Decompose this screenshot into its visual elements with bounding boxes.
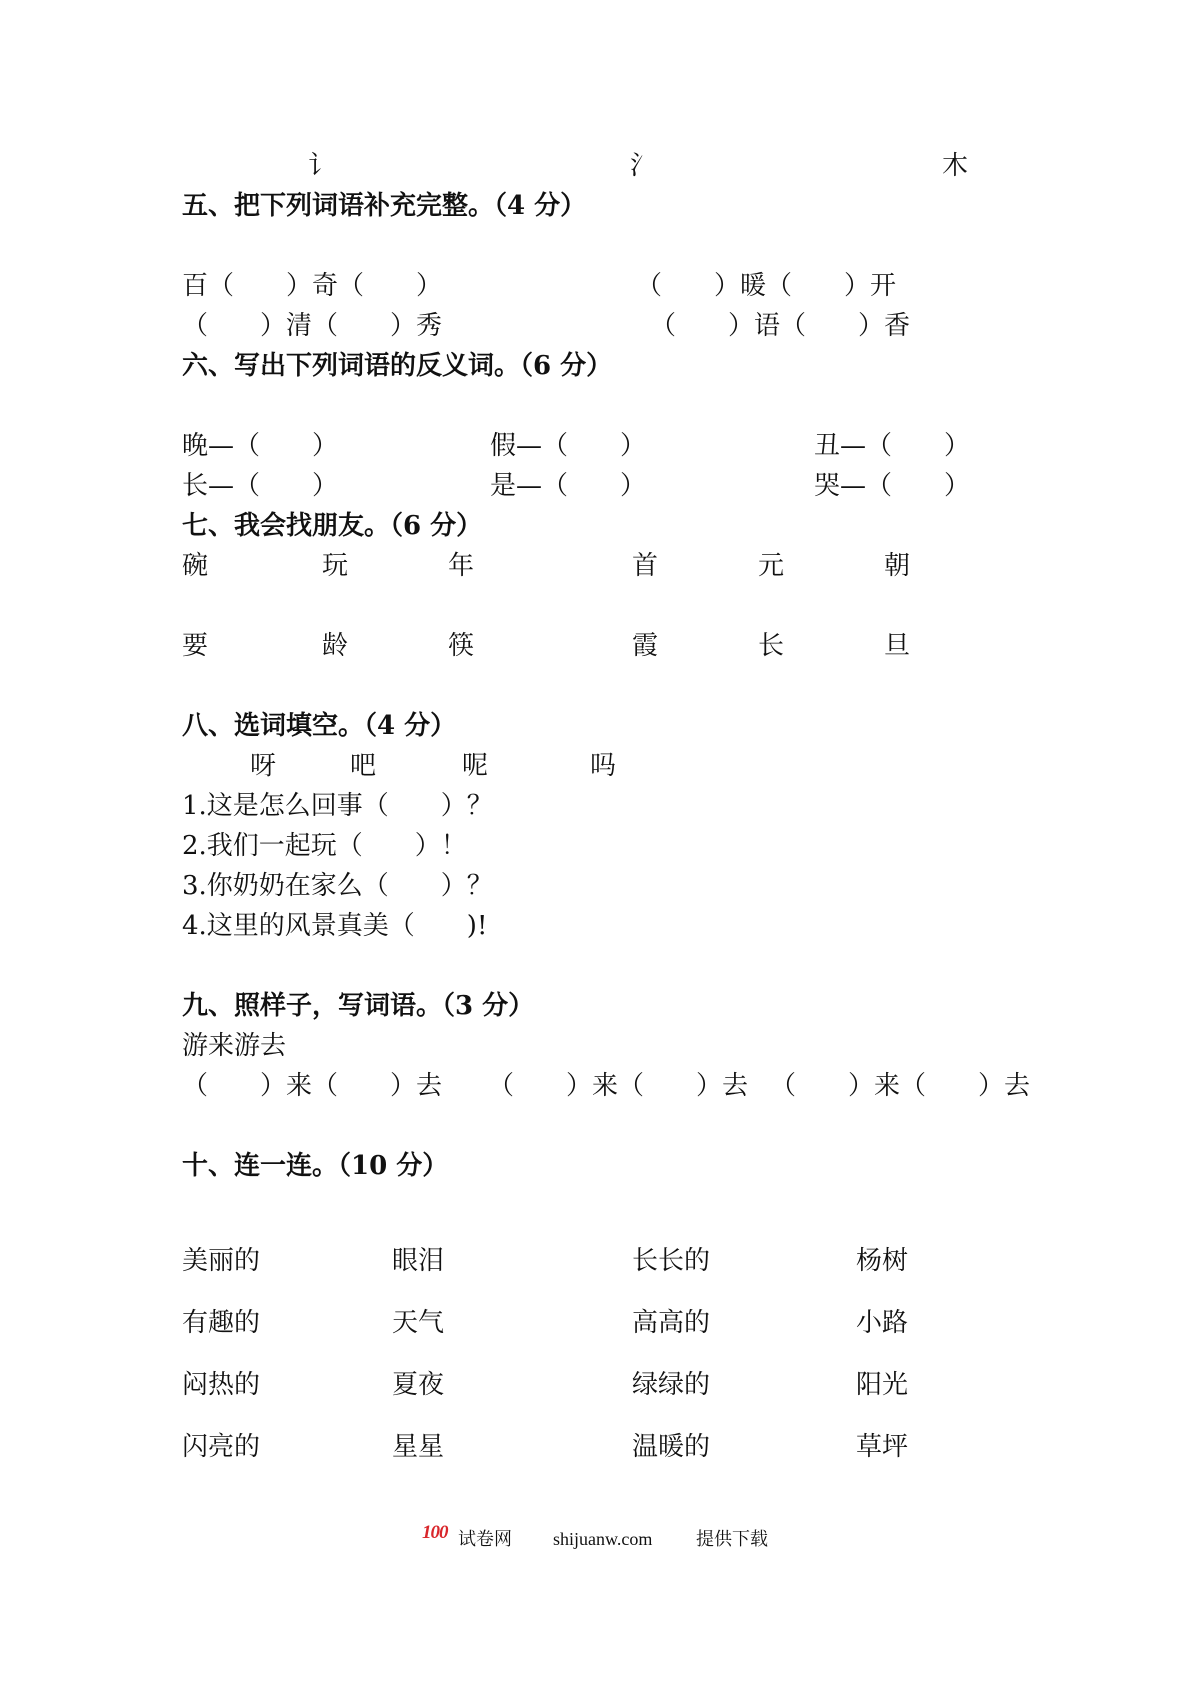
connect-word: 夏夜: [392, 1370, 445, 1400]
section5-title: 五、把下列词语补充完整。（4 分）: [182, 191, 587, 221]
connect-word: 长长的: [632, 1246, 711, 1276]
connect-word: 眼泪: [392, 1246, 445, 1276]
radical-mu: 木: [942, 151, 969, 181]
footer-note: 提供下载: [696, 1529, 768, 1549]
connect-word: 高高的: [632, 1308, 711, 1338]
connect-word: 美丽的: [182, 1246, 261, 1276]
sec5-row2-right: （ ）语（ ）香: [650, 311, 911, 341]
footer-brand[interactable]: 试卷网: [458, 1529, 512, 1549]
radical-shui: 氵: [630, 151, 657, 181]
match-char: 首: [632, 551, 659, 581]
word-option: 呢: [462, 751, 489, 781]
connect-word: 星星: [392, 1432, 445, 1462]
connect-word: 闷热的: [182, 1370, 261, 1400]
word-option: 呀: [250, 751, 277, 781]
match-char: 玩: [322, 551, 349, 581]
antonym-item: 丑—（ ）: [814, 431, 971, 461]
connect-word: 绿绿的: [632, 1370, 711, 1400]
fill-question-4: 4.这里的风景真美（ )!: [182, 911, 488, 941]
antonym-item: 长—（ ）: [182, 471, 339, 501]
section7-title: 七、我会找朋友。（6 分）: [182, 511, 483, 541]
match-char: 长: [758, 631, 785, 661]
connect-word: 有趣的: [182, 1308, 261, 1338]
site-logo[interactable]: 100: [422, 1522, 448, 1543]
match-char: 年: [448, 551, 475, 581]
fill-question-3: 3.你奶奶在家么（ ）？: [182, 871, 493, 901]
example-word: 游来游去: [182, 1031, 287, 1061]
match-char: 筷: [448, 631, 475, 661]
sec5-row2-left: （ ）清（ ）秀: [182, 311, 443, 341]
section6-title: 六、写出下列词语的反义词。（6 分）: [182, 351, 613, 381]
section9-title: 九、照样子，写词语。（3 分）: [182, 991, 535, 1021]
antonym-item: 假—（ ）: [490, 431, 647, 461]
fill-question-2: 2.我们一起玩（ ）！: [182, 831, 467, 861]
connect-word: 天气: [392, 1308, 445, 1338]
sec5-row1-left: 百（ ）奇（ ）: [182, 271, 443, 301]
pattern-blank: （ ）来（ ）去: [488, 1071, 749, 1101]
footer-url[interactable]: shijuanw.com: [553, 1529, 653, 1549]
match-char: 龄: [322, 631, 349, 661]
match-char: 霞: [632, 631, 659, 661]
antonym-item: 哭—（ ）: [814, 471, 971, 501]
section10-title: 十、连一连。（10 分）: [182, 1151, 449, 1181]
connect-word: 杨树: [856, 1246, 909, 1276]
match-char: 旦: [884, 631, 911, 661]
match-char: 碗: [182, 551, 209, 581]
connect-word: 温暖的: [632, 1432, 711, 1462]
connect-word: 闪亮的: [182, 1432, 261, 1462]
sec5-row1-right: （ ）暖（ ）开: [636, 271, 897, 301]
radical-yan: 讠: [308, 151, 335, 181]
antonym-item: 是—（ ）: [490, 471, 647, 501]
connect-word: 阳光: [856, 1370, 909, 1400]
match-char: 元: [758, 551, 785, 581]
section8-title: 八、选词填空。（4 分）: [182, 711, 457, 741]
match-char: 朝: [884, 551, 911, 581]
word-option: 吗: [590, 751, 617, 781]
word-option: 吧: [350, 751, 377, 781]
pattern-blank: （ ）来（ ）去: [182, 1071, 443, 1101]
match-char: 要: [182, 631, 209, 661]
fill-question-1: 1.这是怎么回事（ ）？: [182, 791, 493, 821]
connect-word: 小路: [856, 1308, 909, 1338]
connect-word: 草坪: [856, 1432, 909, 1462]
pattern-blank: （ ）来（ ）去: [770, 1071, 1031, 1101]
antonym-item: 晚—（ ）: [182, 431, 339, 461]
